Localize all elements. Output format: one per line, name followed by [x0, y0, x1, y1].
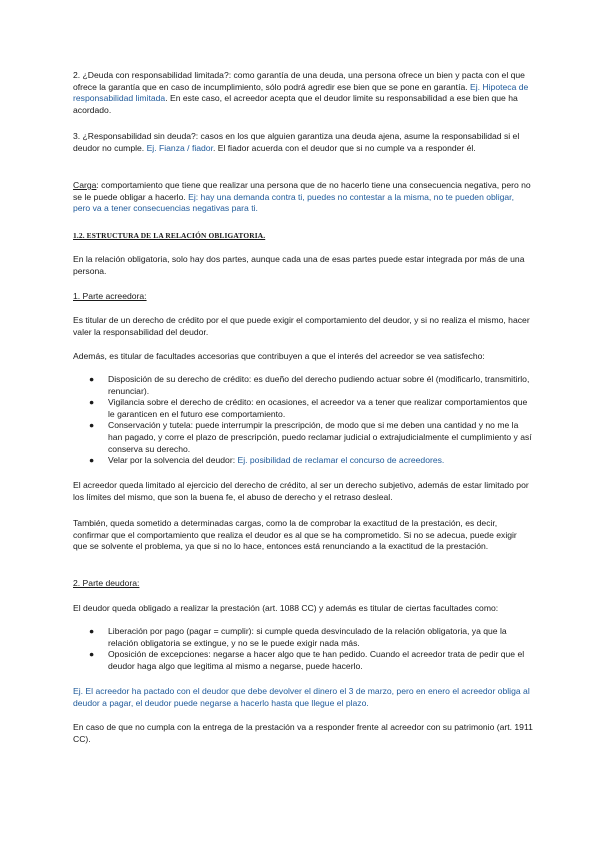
list-facultades-acreedor — [73, 374, 533, 467]
example-text: Ej. Hipoteca de responsabilidad limitada — [73, 81, 529, 104]
list-item — [73, 649, 533, 672]
paragraph-text: . En este caso, el acreedor acepta que el deudor limite su responsabilidad a ese bien que ha acordado. — [73, 93, 518, 115]
paragraph-text: : comportamiento que tiene que realizar una persona que de no hacerlo tiene una consecuencia negativa, pero no se le puede obligar a hacerlo. — [73, 180, 531, 202]
example-paragraph: Ej. El acreedor ha pactado con el deudor que debe devolver el dinero el 3 de marzo, pero en enero el acreedor obliga al deudor a pagar, el deudor puede negarse a hacerlo hasta que llegue el plazo. — [73, 686, 530, 708]
list-item — [73, 397, 533, 420]
list-item — [73, 374, 533, 397]
paragraph-dos-partes: En la relación obligatoria, solo hay dos partes, aunque cada una de esas partes puede estar integrada por más de una persona. — [73, 254, 525, 276]
list-item — [73, 455, 533, 467]
bullet-icon: ● — [89, 397, 95, 408]
list-item-text: Liberación por pago (pagar = cumplir): si cumple queda desvinculado de la relación obligatoria, ya que la relación obligatoria se extingue, y no se le puede exigir nada más. — [108, 626, 507, 648]
paragraph-derecho-credito: Es titular de un derecho de crédito por el que puede exigir el comportamiento del deudor, y si no realiza el mismo, hacer valer la responsabilidad del deudor. — [73, 315, 530, 337]
term-label: Carga — [73, 180, 97, 190]
section-heading: 1.2. ESTRUCTURA DE LA RELACIÓN OBLIGATORIA. — [73, 231, 266, 240]
list-facultades-deudor — [73, 626, 533, 672]
bullet-icon: ● — [89, 626, 95, 636]
paragraph-deuda-responsabilidad-limitada — [73, 70, 533, 116]
list-item-text: Vigilancia sobre el derecho de crédito: en ocasiones, el acreedor va a tener que realizar comportamientos que le garanticen en el futuro ese comportamiento. — [108, 397, 528, 419]
paragraph-carga — [73, 180, 533, 215]
example-text: Ej. Fianza / fiador — [146, 142, 213, 153]
list-item — [73, 420, 533, 455]
list-item-text: Oposición de excepciones: negarse a hacer algo que te han pedido. Cuando el acreedor trata de pedir que el deudor haga algo que legitima al mismo a negarse, puede hacerlo. — [108, 649, 525, 671]
paragraph-limites-acreedor: El acreedor queda limitado al ejercicio del derecho de crédito, al ser un derecho subjetivo, además de estar limitado por los límites del mismo, que son la buena fe, el abuso de derecho y el retraso desleal. — [73, 480, 529, 502]
bullet-icon: ● — [89, 455, 95, 466]
subheading-parte-acreedora: 1. Parte acreedora: — [73, 291, 147, 301]
paragraph-cargas-acreedor: También, queda sometido a determinadas cargas, como la de comprobar la exactitud de la prestación, es decir, confirmar que el comportamiento que realiza el deudor es al que se ha comprometido. Si no se adecua, puede exigir que se solvente el problema, ya que si no lo hace, entonces está renunciando a la exactitud de la prestación. — [73, 518, 517, 552]
example-text: Ej: hay una demanda contra ti, puedes no contestar a la misma, no te pueden obligar, pero va a tener consecuencias negativas para ti. — [73, 191, 514, 214]
list-item — [73, 626, 533, 649]
bullet-icon: ● — [89, 374, 95, 384]
paragraph-text: 2. ¿Deuda con responsabilidad limitada?: como garantía de una deuda, una persona ofrece un bien y pacta con el que ofrece la garantía que en caso de incumplimiento, sólo podrá agredir ese bien que se pone en garantía. — [73, 70, 525, 92]
paragraph-deudor-obligado: El deudor queda obligado a realizar la prestación (art. 1088 CC) y además es titular de ciertas facultades como: — [73, 603, 499, 613]
list-item-text: Conservación y tutela: puede interrumpir la prescripción, de modo que si me deben una cantidad y no me la han pagado, y corre el plazo de prescripción, puedo reclamar judicial o extrajudicialmente el cumplimiento y así conserva su derecho. — [108, 420, 532, 454]
paragraph-responsabilidad-patrimonio: En caso de que no cumpla con la entrega de la prestación va a responder frente al acreedor con su patrimonio (art. 1911 CC). — [73, 722, 533, 744]
subheading-parte-deudora: 2. Parte deudora: — [73, 578, 140, 588]
paragraph-facultades: Además, es titular de facultades accesorias que contribuyen a que el interés del acreedor se vea satisfecho: — [73, 351, 485, 361]
example-text: Ej. posibilidad de reclamar el concurso de acreedores. — [237, 455, 445, 466]
paragraph-text: 3. ¿Responsabilidad sin deuda?: casos en los que alguien garantiza una deuda ajena, asume la responsabilidad si el deudor no cumple. — [73, 131, 520, 153]
paragraph-text: . El fiador acuerda con el deudor que si no cumple va a responder él. — [212, 142, 476, 153]
bullet-icon: ● — [89, 649, 95, 660]
list-item-text: Velar por la solvencia del deudor: — [108, 455, 238, 466]
paragraph-responsabilidad-sin-deuda — [73, 131, 533, 154]
list-item-text: Disposición de su derecho de crédito: es dueño del derecho pudiendo actuar sobre él (modificarlo, transmitirlo, renunciar). — [108, 374, 530, 396]
bullet-icon: ● — [89, 420, 95, 431]
